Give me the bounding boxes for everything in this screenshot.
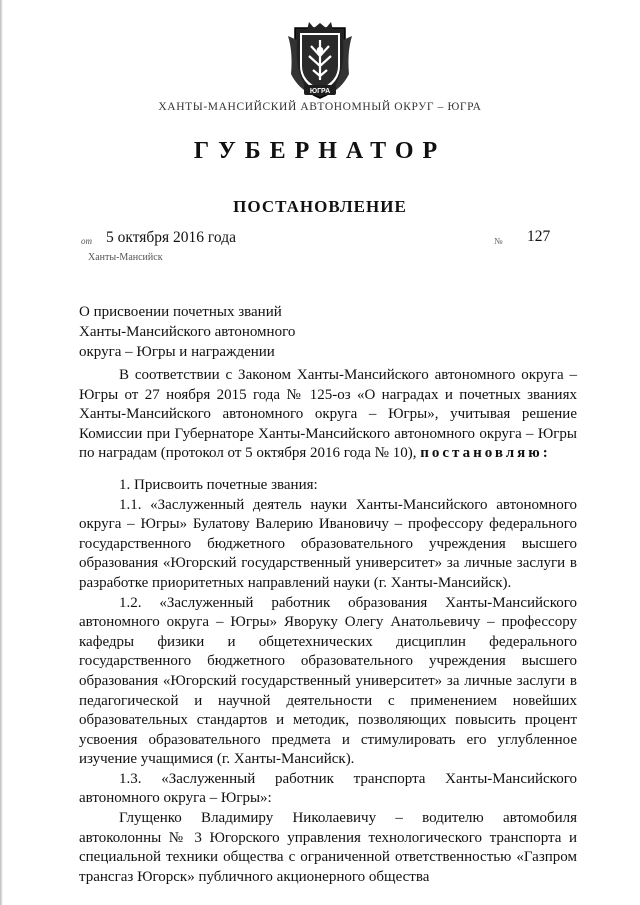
preamble-text: В соответствии с Законом Ханты-Мансийского автономного округа – Югры от 27 ноября 2015 года № 125-оз «О наградах и почетных званиях Ханты-Мансийского автономного округа – Югры», учитывая решение Комиссии при Губернаторе Ханты-Мансийского автономного округа – Югры по наградам (протокол от 5 октября 2016 года № 10),	[79, 367, 577, 462]
item-1: 1. Присвоить почетные звания:	[119, 476, 318, 493]
scan-edge-shadow	[0, 0, 3, 905]
subject-line: округа – Югры и награждении	[79, 344, 275, 360]
authority-title: ГУБЕРНАТОР	[193, 138, 447, 164]
item-1-3: 1.3. «Заслуженный работник транспорта Ханты-Мансийского автономного округа – Югры»:	[79, 770, 577, 807]
preamble-paragraph	[79, 366, 577, 464]
document-number: 127	[527, 228, 551, 245]
item-1-2: 1.2. «Заслуженный работник образования Ханты-Мансийского автономного округа – Югры» Яворуку Олегу Анатольевичу – профессору кафедры физики и общетехнических дисциплин федерального государственного бюджетного образовательного учреждения высшего образования «Югорский государственный университет» за личные заслуги в педагогической и научной деятельности с применением новейших образовательных стандартов и методик, позволяющих повысить процент усвоения образовательного предмета и стимулировать его углубленное изучение учащимися (г. Ханты-Мансийск).	[79, 594, 577, 768]
item-1-3-person: Глущенко Владимиру Николаевичу – водителю автомобиля автоколонны № 3 Югорского управления технологического транспорта и специальной техники общества с ограниченной ответственностью «Газпром трансгаз Югорск» публичного акционерного общества	[79, 810, 577, 885]
document-type: ПОСТАНОВЛЕНИЕ	[233, 197, 407, 216]
region-title: ХАНТЫ-МАНСИЙСКИЙ АВТОНОМНЫЙ ОКРУГ – ЮГРА	[158, 101, 482, 113]
document-date: 5 октября 2016 года	[106, 229, 236, 246]
svg-text:ЮГРА: ЮГРА	[309, 88, 331, 95]
subject-line: Ханты-Мансийского автономного	[79, 324, 296, 340]
city-name: Ханты-Мансийск	[88, 252, 163, 263]
decree-word: постановляю:	[420, 445, 551, 462]
subject-line: О присвоении почетных званий	[79, 304, 282, 320]
document-body	[79, 366, 577, 887]
document-subject	[79, 302, 295, 362]
item-1-1: 1.1. «Заслуженный деятель науки Ханты-Мансийского автономного округа – Югры» Булатову Валерию Ивановичу – профессору федерального государственного бюджетного образовательного учреждения высшего образования «Югорский государственный университет» за личные заслуги в разработке приоритетных направлений науки (г. Ханты-Мансийск).	[79, 496, 577, 591]
coat-of-arms-icon	[287, 22, 353, 100]
date-prefix: от	[81, 236, 92, 246]
number-sign: №	[494, 236, 503, 246]
